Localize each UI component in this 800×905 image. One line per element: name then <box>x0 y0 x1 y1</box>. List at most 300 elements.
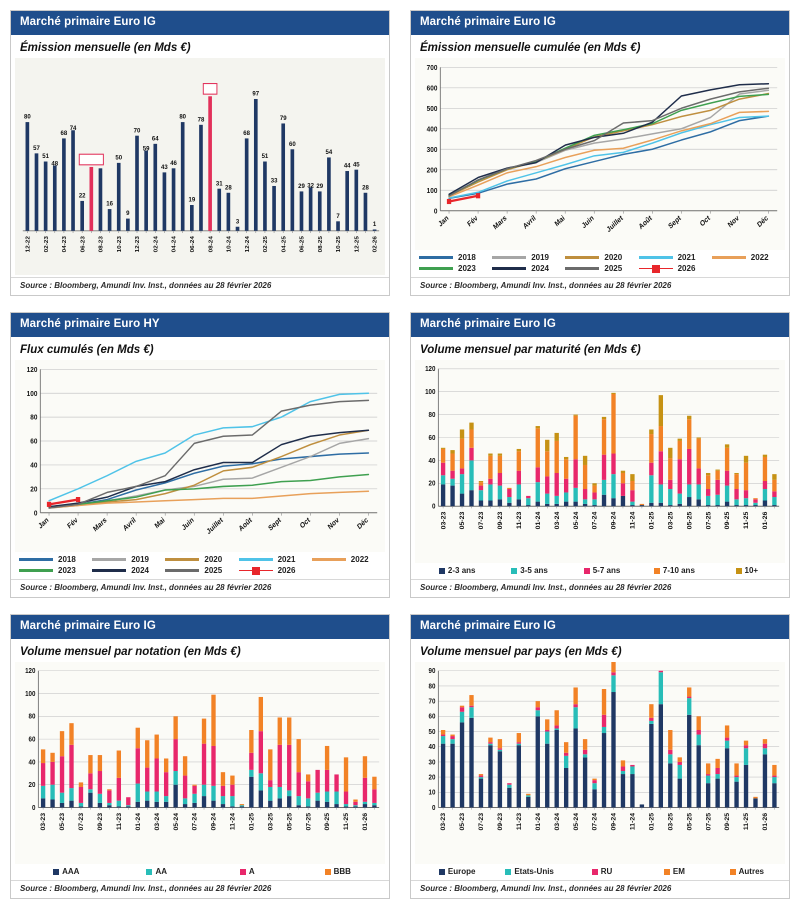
bar-segment-A-09-23 <box>98 771 102 794</box>
bar-segment-AA-06-24 <box>183 798 187 804</box>
bar-10-25 <box>336 221 340 231</box>
chart-flux-cumules <box>15 360 385 552</box>
x-tick-label: Oct <box>298 515 312 531</box>
bar-segment-Europe-11-23 <box>517 745 521 807</box>
bar-segment-Etats-Unis-10-25 <box>734 777 738 782</box>
bar-segment-Europe-07-24 <box>592 789 596 807</box>
bar-segment-RU-03-25 <box>668 749 672 754</box>
bar-value-label: 1 <box>372 220 377 228</box>
x-tick-label: 01-24 <box>535 511 542 530</box>
legend-swatch-box <box>664 869 670 875</box>
bar-segment-5-7 ans-05-25 <box>687 449 691 484</box>
legend-item-Etats-Unis <box>505 867 554 876</box>
x-tick-label: Mars <box>91 515 109 534</box>
bar-segment-10+-01-24 <box>536 426 540 428</box>
bar-05-25 <box>291 149 295 231</box>
bar-segment-AA-10-23 <box>107 803 111 805</box>
bar-segment-Europe-04-24 <box>564 768 568 807</box>
x-tick-label: 02-24 <box>152 235 160 253</box>
x-tick-label: 05-23 <box>459 511 467 530</box>
legend-item-EM <box>664 867 685 876</box>
bar-value-label: 3 <box>235 217 240 226</box>
x-tick-label: 09-24 <box>610 812 618 831</box>
legend-swatch-line <box>312 558 346 561</box>
legend-swatch-line <box>165 558 199 561</box>
x-tick-label: 09-25 <box>724 812 732 831</box>
legend-item-Europe <box>439 867 476 876</box>
bar-segment-2-3 ans-03-24 <box>555 504 559 506</box>
bar-segment-Etats-Unis-11-23 <box>517 743 521 745</box>
x-tick-label: 03-25 <box>267 812 275 831</box>
card-volume-pays <box>410 614 790 899</box>
bar-segment-10+-08-24 <box>602 417 606 419</box>
bar-segment-AA-08-23 <box>88 789 92 792</box>
bar-segment-BBB-01-26 <box>363 756 367 778</box>
bar-segment-5-7 ans-11-24 <box>630 490 634 501</box>
legend-item-Autres <box>730 867 764 876</box>
bar-segment-7-10 ans-07-25 <box>706 475 710 489</box>
bar-segment-7-10 ans-01-24 <box>536 428 540 467</box>
x-tick-label: Jan <box>36 515 51 531</box>
bar-segment-10+-10-24 <box>621 470 625 472</box>
bar-segment-7-10 ans-04-23 <box>450 453 454 470</box>
x-tick-label: 10-23 <box>116 235 123 253</box>
x-tick-label: Avril <box>121 515 138 533</box>
legend-label: 2026 <box>677 264 696 273</box>
bar-04-23 <box>62 138 66 230</box>
bar-segment-AAA-08-25 <box>315 800 319 807</box>
card-subtitle: Volume mensuel par maturité (en Mds €) <box>420 343 641 356</box>
bar-segment-7-10 ans-07-23 <box>479 482 483 485</box>
bar-segment-EM-04-23 <box>450 734 454 736</box>
bar-segment-BBB-06-25 <box>297 739 301 772</box>
bar-segment-2-3 ans-11-24 <box>630 505 634 506</box>
bar-segment-Europe-07-25 <box>706 783 710 807</box>
bar-segment-Europe-05-23 <box>460 722 464 807</box>
x-tick-label: 10-25 <box>335 235 343 253</box>
bar-segment-5-7 ans-07-25 <box>706 489 710 496</box>
bar-value-label: 44 <box>343 162 351 170</box>
bar-segment-EM-10-24 <box>621 760 625 766</box>
bar-segment-AAA-01-24 <box>136 801 140 807</box>
bar-segment-Etats-Unis-12-23 <box>526 795 530 797</box>
bar-10-23 <box>117 163 121 231</box>
bar-segment-2-3 ans-08-23 <box>488 500 492 506</box>
y-tick-label: 80 <box>428 682 436 691</box>
bar-value-label: 48 <box>51 160 59 168</box>
legend-item-2024 <box>92 566 149 575</box>
bar-segment-3-5 ans-03-25 <box>668 489 672 505</box>
y-tick-label: 120 <box>425 365 436 373</box>
bar-segment-7-10 ans-05-24 <box>573 415 577 459</box>
bar-segment-AAA-11-23 <box>117 806 121 807</box>
bar-segment-AAA-03-25 <box>268 800 272 807</box>
x-tick-label: 10-24 <box>225 235 233 253</box>
legend-item-RU <box>592 867 613 876</box>
bar-segment-2-3 ans-09-24 <box>611 498 615 506</box>
legend-swatch-line <box>165 569 199 572</box>
card-flux-cumules <box>10 312 390 598</box>
legend-item-2019 <box>92 555 149 564</box>
bar-segment-Etats-Unis-02-25 <box>659 672 663 704</box>
legend-swatch-box <box>439 869 445 875</box>
series-marker-2026 <box>476 193 480 198</box>
bar-segment-Etats-Unis-04-25 <box>678 765 682 779</box>
chart-volume-maturite <box>415 360 785 563</box>
bar-segment-Europe-06-25 <box>697 745 701 807</box>
bar-segment-2-3 ans-10-24 <box>621 496 625 506</box>
legend-label: A <box>248 867 255 876</box>
bar-06-23 <box>80 201 84 231</box>
bar-segment-RU-11-25 <box>744 745 748 748</box>
bar-segment-10+-06-25 <box>697 437 701 438</box>
bar-segment-EM-10-25 <box>734 763 738 775</box>
bar-segment-2-3 ans-09-25 <box>725 501 729 506</box>
legend-item-10+ <box>736 566 759 575</box>
bar-segment-AA-02-25 <box>259 773 263 790</box>
bar-06-25 <box>300 191 304 230</box>
bar-segment-AA-11-24 <box>230 796 234 806</box>
bar-segment-7-10 ans-02-24 <box>545 451 549 476</box>
bar-segment-EM-01-25 <box>649 704 653 718</box>
panel-flux-cumules <box>0 302 400 604</box>
bar-segment-BBB-06-23 <box>69 723 73 745</box>
bar-segment-Etats-Unis-04-23 <box>450 739 454 744</box>
bar-value-label: 79 <box>279 114 287 122</box>
bar-segment-EM-06-23 <box>469 695 473 706</box>
card-subtitle: Émission mensuelle cumulée (en Mds €) <box>420 41 641 54</box>
bar-segment-AAA-04-25 <box>278 798 282 807</box>
bar-segment-EM-04-25 <box>678 757 682 762</box>
bar-segment-Etats-Unis-03-25 <box>668 754 672 763</box>
bar-segment-RU-09-24 <box>611 672 615 675</box>
bar-segment-7-10 ans-01-25 <box>649 434 653 463</box>
bar-segment-3-5 ans-02-25 <box>659 484 663 502</box>
bar-value-label: 43 <box>161 163 168 171</box>
legend-swatch-box <box>325 869 331 875</box>
bar-segment-Etats-Unis-06-24 <box>583 754 587 757</box>
legend-swatch-box <box>53 869 59 875</box>
bar-segment-Europe-05-24 <box>573 728 577 807</box>
bar-segment-A-06-25 <box>297 772 301 796</box>
bar-segment-EM-07-24 <box>592 778 596 780</box>
bar-segment-RU-04-23 <box>450 736 454 739</box>
bar-segment-7-10 ans-11-24 <box>630 481 634 490</box>
bar-segment-A-12-25 <box>353 801 357 804</box>
bar-02-23 <box>44 161 48 230</box>
x-tick-label: Nov <box>726 213 741 230</box>
x-tick-label: 11-24 <box>229 812 237 830</box>
legend-item-2024 <box>492 264 549 273</box>
y-tick-label: 30 <box>428 758 436 767</box>
card-header-title: Marché primaire Euro IG <box>411 11 789 35</box>
bar-segment-AA-04-25 <box>278 787 282 798</box>
bar-segment-BBB-07-24 <box>192 784 196 785</box>
bar-segment-Etats-Unis-03-24 <box>555 728 559 730</box>
series-line-2019 <box>49 438 368 507</box>
bar-segment-5-7 ans-02-26 <box>772 491 776 497</box>
bar-segment-RU-07-24 <box>592 780 596 783</box>
legend-label: 2020 <box>604 253 623 262</box>
bar-segment-EM-02-26 <box>772 765 776 776</box>
bar-segment-A-12-23 <box>126 797 130 805</box>
bar-value-label: 33 <box>270 177 278 185</box>
bar-09-23 <box>108 209 112 231</box>
bar-segment-2-3 ans-02-26 <box>772 505 776 506</box>
card-volume-maturite <box>410 312 790 598</box>
y-tick-label: 60 <box>30 436 38 446</box>
y-tick-label: 80 <box>30 412 38 422</box>
bar-segment-2-3 ans-08-24 <box>602 494 606 505</box>
bar-segment-Etats-Unis-01-25 <box>649 721 653 724</box>
bar-segment-7-10 ans-12-25 <box>753 498 757 499</box>
legend-swatch-line <box>565 256 599 259</box>
bar-segment-Europe-10-25 <box>734 781 738 807</box>
x-tick-label: Sept <box>267 515 283 533</box>
y-tick-label: 0 <box>31 804 36 812</box>
bar-segment-AA-01-24 <box>136 783 140 801</box>
legend-rating <box>11 864 389 878</box>
bar-segment-A-09-25 <box>325 770 329 792</box>
bar-segment-A-05-25 <box>287 744 291 790</box>
bar-segment-AA-04-23 <box>50 784 54 799</box>
chart-source-note: Source : Bloomberg, Amundi Inv. Inst., données au 28 février 2026 <box>411 579 789 597</box>
bar-segment-AA-07-23 <box>79 803 83 806</box>
legend-item-2018 <box>419 253 476 262</box>
bar-segment-BBB-12-25 <box>353 799 357 801</box>
legend-item-2025 <box>165 566 222 575</box>
bar-segment-RU-11-24 <box>630 765 634 767</box>
bar-segment-3-5 ans-09-25 <box>725 485 729 501</box>
bar-segment-7-10 ans-10-25 <box>734 474 738 489</box>
bar-segment-AAA-09-25 <box>325 801 329 807</box>
bar-segment-5-7 ans-11-23 <box>517 470 521 484</box>
bar-segment-2-3 ans-03-25 <box>668 505 672 506</box>
bar-segment-AA-09-24 <box>211 785 215 800</box>
bar-03-23 <box>53 165 57 230</box>
bar-segment-Europe-03-24 <box>555 730 559 807</box>
bar-segment-AAA-12-23 <box>126 806 130 807</box>
x-tick-label: 05-25 <box>686 511 694 530</box>
bar-segment-EM-07-23 <box>479 774 483 776</box>
legend-item-2026 <box>239 566 296 575</box>
bar-segment-3-5 ans-04-24 <box>564 492 568 501</box>
bar-segment-A-03-24 <box>155 758 159 791</box>
bar-segment-5-7 ans-08-23 <box>488 478 492 484</box>
bar-segment-10+-02-25 <box>659 395 663 426</box>
legend-item-2020 <box>165 555 222 564</box>
legend-label: 2021 <box>677 253 696 262</box>
bar-08-25 <box>318 191 322 230</box>
x-tick-label: 08-25 <box>317 235 324 253</box>
bar-segment-A-02-24 <box>145 767 149 791</box>
bar-segment-5-7 ans-11-25 <box>744 490 748 498</box>
bar-segment-AAA-06-25 <box>297 805 301 807</box>
bar-segment-AAA-12-25 <box>353 806 357 807</box>
bar-segment-5-7 ans-10-24 <box>621 483 625 496</box>
bar-segment-2-3 ans-05-23 <box>460 493 464 506</box>
legend-years <box>11 552 389 577</box>
bar-segment-AAA-07-25 <box>306 806 310 807</box>
chart-volume-pays <box>415 662 785 864</box>
x-tick-label: 05-25 <box>686 812 694 831</box>
bar-segment-Europe-02-24 <box>545 743 549 807</box>
bar-segment-Etats-Unis-07-25 <box>706 775 710 783</box>
chart-svg-volume-pays <box>415 662 785 864</box>
x-tick-label: 04-25 <box>280 235 288 253</box>
x-tick-label: 01-24 <box>135 812 142 831</box>
bar-segment-BBB-02-25 <box>259 697 263 731</box>
bar-segment-7-10 ans-06-24 <box>583 465 587 489</box>
bar-segment-Etats-Unis-09-23 <box>498 749 502 751</box>
x-tick-label: 01-24 <box>535 812 542 831</box>
bar-segment-AAA-02-24 <box>145 800 149 807</box>
legend-label: 3-5 ans <box>520 566 548 575</box>
bar-segment-2-3 ans-02-24 <box>545 504 549 506</box>
chart-emission-cumulee <box>415 58 785 250</box>
x-tick-label: Juillet <box>605 213 625 234</box>
y-tick-label: 0 <box>431 804 436 812</box>
bar-segment-5-7 ans-06-23 <box>469 447 473 460</box>
bar-segment-RU-04-24 <box>564 752 568 755</box>
y-tick-label: 300 <box>426 144 438 154</box>
x-tick-label: 09-23 <box>497 511 504 530</box>
bar-01-25 <box>254 99 258 231</box>
bar-segment-7-10 ans-01-26 <box>763 457 767 481</box>
bar-01-24 <box>144 150 148 230</box>
bar-segment-RU-11-23 <box>517 742 521 744</box>
x-tick-label: 06-23 <box>79 235 87 253</box>
bar-segment-5-7 ans-02-25 <box>659 451 663 484</box>
bar-value-label: 68 <box>60 129 68 137</box>
bar-segment-10+-05-24 <box>573 414 577 415</box>
bar-segment-EM-01-24 <box>536 701 540 707</box>
series-line-2023 <box>49 474 368 506</box>
bar-06-24 <box>190 205 194 231</box>
bar-segment-AA-12-25 <box>353 805 357 806</box>
x-tick-label: Déc <box>355 515 370 531</box>
bar-segment-Etats-Unis-09-25 <box>725 740 729 748</box>
legend-swatch-box <box>240 869 246 875</box>
bar-segment-AA-08-25 <box>315 792 319 800</box>
bar-segment-Europe-08-24 <box>602 733 606 807</box>
bar-segment-2-3 ans-03-23 <box>441 484 445 506</box>
bar-segment-Europe-10-23 <box>507 787 511 807</box>
bar-07-23 <box>89 167 93 231</box>
bar-segment-Europe-02-25 <box>659 704 663 807</box>
bar-segment-7-10 ans-08-23 <box>488 455 492 478</box>
x-tick-label: Jan <box>436 213 451 229</box>
bar-value-label: 57 <box>33 144 40 152</box>
bar-value-label: 78 <box>197 115 205 124</box>
bar-segment-AA-07-25 <box>306 798 310 806</box>
bar-value-label: 70 <box>133 126 141 135</box>
legend-label: 2-3 ans <box>447 566 476 575</box>
legend-maturity <box>411 563 789 577</box>
bar-segment-3-5 ans-06-25 <box>697 484 701 499</box>
bar-segment-AAA-08-24 <box>202 796 206 807</box>
bar-segment-AAA-09-23 <box>98 803 102 808</box>
bar-segment-2-3 ans-04-24 <box>564 501 568 506</box>
bar-segment-3-5 ans-11-25 <box>744 498 748 505</box>
x-tick-label: Août <box>637 213 654 232</box>
legend-swatch-line <box>419 267 453 270</box>
bar-segment-EM-11-25 <box>744 740 748 745</box>
legend-swatch-line <box>92 569 126 572</box>
bar-segment-7-10 ans-11-25 <box>744 462 748 489</box>
bar-segment-AA-10-25 <box>334 791 338 804</box>
bar-segment-Europe-03-23 <box>441 743 445 807</box>
bar-segment-EM-11-23 <box>517 733 521 742</box>
bar-segment-AA-03-24 <box>155 791 159 801</box>
legend-swatch-marker <box>239 569 273 572</box>
panel-emission-mensuelle <box>0 0 400 302</box>
bar-segment-A-01-26 <box>363 777 367 801</box>
bar-segment-AAA-11-25 <box>344 806 348 807</box>
bar-segment-3-5 ans-07-25 <box>706 496 710 505</box>
bar-segment-AA-06-23 <box>69 788 73 801</box>
x-tick-label: 07-23 <box>78 812 85 831</box>
legend-item-2021 <box>639 253 696 262</box>
bar-value-label: 74 <box>69 124 77 132</box>
bar-segment-7-10 ans-04-24 <box>564 459 568 478</box>
bar-segment-Etats-Unis-11-25 <box>744 748 748 765</box>
legend-item-3-5-ans <box>511 566 548 575</box>
legend-label: 2019 <box>531 253 549 262</box>
legend-label: 2023 <box>58 566 76 575</box>
y-tick-label: 80 <box>28 713 36 721</box>
bar-segment-10+-09-24 <box>611 392 615 393</box>
bar-segment-5-7 ans-03-23 <box>441 462 445 475</box>
bar-segment-RU-03-23 <box>441 734 445 736</box>
bar-segment-10+-09-23 <box>498 453 502 455</box>
bar-segment-Etats-Unis-05-23 <box>460 711 464 722</box>
x-tick-label: 11-25 <box>743 511 751 529</box>
bar-segment-10+-07-25 <box>706 473 710 475</box>
legend-swatch-line <box>419 256 453 259</box>
bar-segment-7-10 ans-10-23 <box>507 488 511 489</box>
bar-11-23 <box>126 218 130 230</box>
x-tick-label: 03-24 <box>554 812 561 831</box>
x-tick-label: Fév <box>66 515 80 531</box>
x-tick-label: 07-25 <box>305 812 313 831</box>
bar-segment-A-01-25 <box>249 752 253 769</box>
x-tick-label: 02-26 <box>371 235 379 253</box>
legend-label: Autres <box>738 867 764 876</box>
card-header-title: Marché primaire Euro IG <box>11 615 389 639</box>
bar-segment-BBB-04-25 <box>278 717 282 744</box>
bar-segment-3-5 ans-04-25 <box>678 493 682 503</box>
bar-segment-Etats-Unis-07-24 <box>592 783 596 789</box>
y-tick-label: 20 <box>428 480 436 488</box>
bar-segment-AAA-09-24 <box>211 800 215 807</box>
bar-segment-5-7 ans-01-24 <box>536 467 540 482</box>
x-tick-label: 11-25 <box>743 812 751 830</box>
legend-label: 2025 <box>204 566 223 575</box>
bar-09-24 <box>217 188 221 230</box>
y-tick-label: 0 <box>433 206 438 216</box>
chart-source-note: Source : Bloomberg, Amundi Inv. Inst., données au 28 février 2026 <box>11 277 389 295</box>
x-tick-label: 03-25 <box>667 812 675 831</box>
bar-segment-10+-11-24 <box>630 474 634 481</box>
bar-segment-Europe-06-24 <box>583 757 587 807</box>
panel-volume-maturite <box>400 302 800 604</box>
legend-swatch-box <box>736 568 742 574</box>
x-tick-label: 12-23 <box>134 235 142 253</box>
bar-segment-BBB-04-23 <box>50 752 54 761</box>
bar-segment-RU-06-25 <box>697 730 701 735</box>
bar-value-label: 51 <box>42 152 49 160</box>
